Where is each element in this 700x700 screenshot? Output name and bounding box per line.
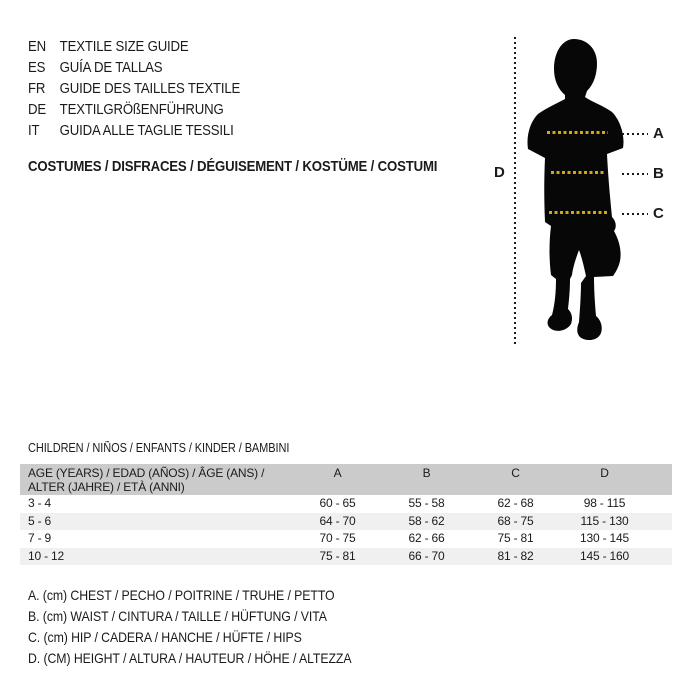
language-label: TEXTILGRÖßENFÜHRUNG xyxy=(59,101,224,118)
language-label: TEXTILE SIZE GUIDE xyxy=(59,38,189,55)
column-header-c: C xyxy=(511,466,520,480)
height-cell: 130 - 145 xyxy=(580,531,629,545)
hip-cell: 62 - 68 xyxy=(497,496,534,510)
language-label: GUIDE DES TAILLES TEXTILE xyxy=(59,80,241,97)
age-header-line1: AGE (YEARS) / EDAD (AÑOS) / ÂGE (ANS) / xyxy=(28,466,265,480)
table-header-row xyxy=(20,464,672,495)
measure-label-b: B xyxy=(653,165,664,182)
hip-measure-dash xyxy=(549,211,608,214)
chest-cell: 70 - 75 xyxy=(319,531,356,545)
waist-measure-dash xyxy=(551,171,605,174)
category-title: COSTUMES / DISFRACES / DÉGUISEMENT / KOSTÜME / COSTUMI xyxy=(28,158,438,175)
chest-cell: 64 - 70 xyxy=(319,513,356,528)
chest-cell: 75 - 81 xyxy=(319,548,356,563)
legend-line-hip: C. (cm) HIP / CADERA / HANCHE / HÜFTE / HIPS xyxy=(28,629,302,645)
language-code: IT xyxy=(28,122,40,139)
language-row-de xyxy=(28,99,240,120)
size-table xyxy=(20,464,672,565)
age-cell: 3 - 4 xyxy=(28,496,52,510)
language-code: EN xyxy=(28,38,46,55)
waist-leader-line xyxy=(622,173,648,175)
legend-line-height: D. (CM) HEIGHT / ALTURA / HAUTEUR / HÖHE / ALTEZZA xyxy=(28,650,352,666)
language-row-es xyxy=(28,57,240,78)
age-cell: 5 - 6 xyxy=(28,513,52,528)
height-cell: 98 - 115 xyxy=(583,496,626,510)
language-row-en xyxy=(28,36,240,57)
chest-leader-line xyxy=(622,133,648,135)
measure-label-a: A xyxy=(653,125,664,142)
column-header-d: D xyxy=(600,466,609,480)
language-code: FR xyxy=(28,80,46,97)
child-silhouette xyxy=(520,33,630,344)
table-section-title: CHILDREN / NIÑOS / ENFANTS / KINDER / BAMBINI xyxy=(28,441,290,455)
language-label: GUIDA ALLE TAGLIE TESSILI xyxy=(59,122,234,139)
legend-line-waist: B. (cm) WAIST / CINTURA / TAILLE / HÜFTUNG / VITA xyxy=(28,608,327,624)
chest-measure-dash xyxy=(547,131,608,134)
chest-cell: 60 - 65 xyxy=(319,496,356,510)
age-cell: 7 - 9 xyxy=(28,531,52,545)
height-cell: 145 - 160 xyxy=(580,548,629,563)
legend-line-chest: A. (cm) CHEST / PECHO / POITRINE / TRUHE / PETTO xyxy=(28,587,335,603)
hip-cell: 81 - 82 xyxy=(497,548,534,563)
measure-label-c: C xyxy=(653,205,664,222)
table-row xyxy=(20,548,672,566)
measure-label-d: D xyxy=(494,164,505,181)
table-row xyxy=(20,495,672,513)
age-header-line2: ALTER (JAHRE) / ETÀ (ANNI) xyxy=(28,480,185,494)
language-label: GUÍA DE TALLAS xyxy=(59,59,163,76)
column-header-a: A xyxy=(333,466,342,480)
hip-cell: 68 - 75 xyxy=(497,513,534,528)
table-row xyxy=(20,530,672,548)
hip-cell: 75 - 81 xyxy=(497,531,534,545)
waist-cell: 62 - 66 xyxy=(408,531,445,545)
waist-cell: 58 - 62 xyxy=(408,513,445,528)
language-code: DE xyxy=(28,101,46,118)
age-cell: 10 - 12 xyxy=(28,548,64,563)
waist-cell: 55 - 58 xyxy=(408,496,445,510)
language-code: ES xyxy=(28,59,46,76)
height-cell: 115 - 130 xyxy=(580,513,629,528)
waist-cell: 66 - 70 xyxy=(408,548,445,563)
measure-legend xyxy=(28,585,351,669)
language-list xyxy=(28,36,240,141)
language-row-fr xyxy=(28,78,240,99)
age-header-cell xyxy=(20,464,293,495)
language-row-it xyxy=(28,120,240,141)
height-measure-line xyxy=(514,37,516,347)
column-header-b: B xyxy=(422,466,431,480)
hip-leader-line xyxy=(622,213,648,215)
table-row xyxy=(20,513,672,531)
